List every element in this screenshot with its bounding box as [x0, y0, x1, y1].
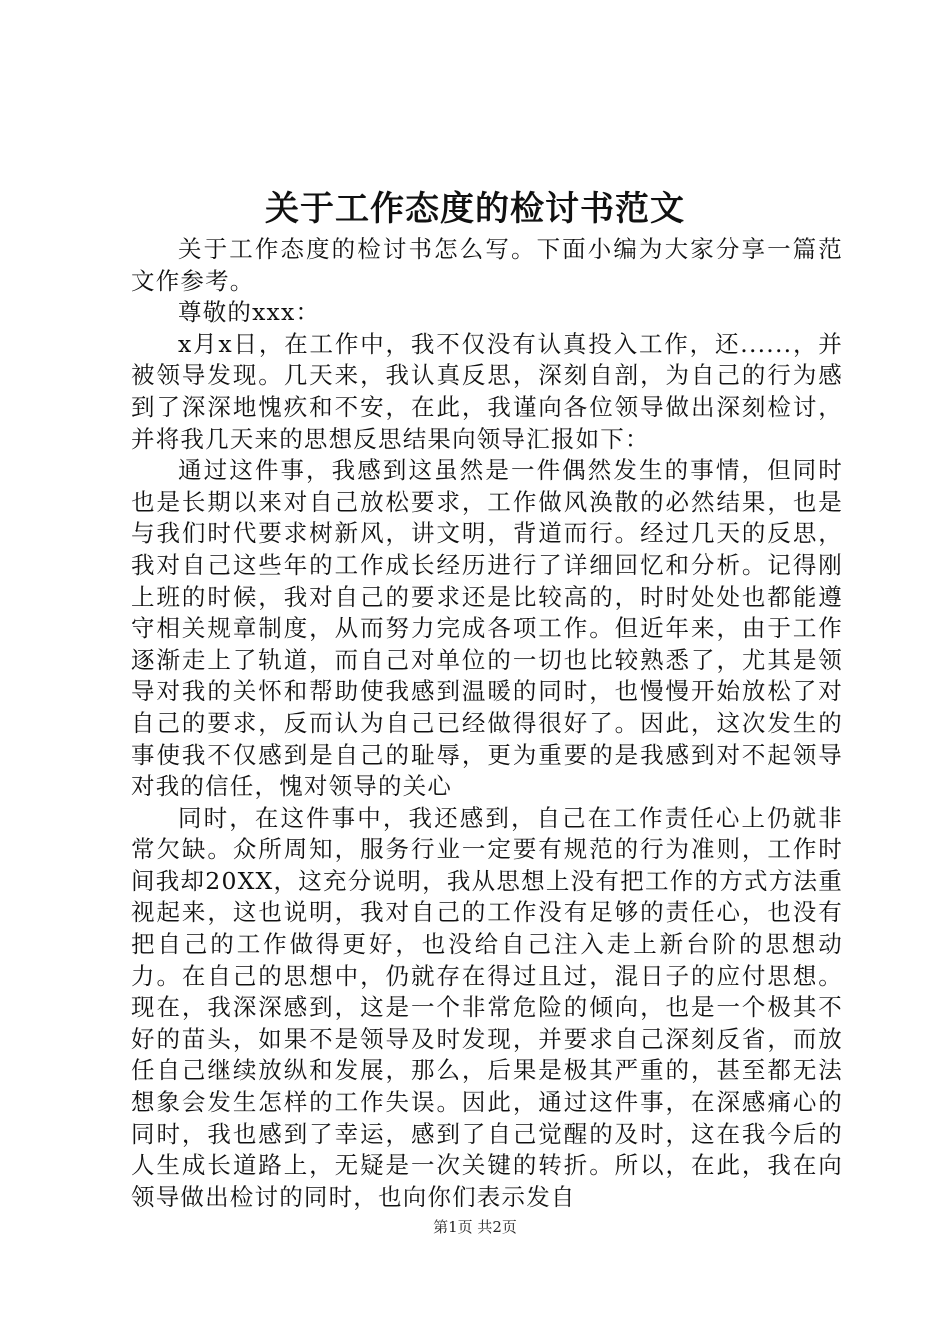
intro-paragraph: 关于工作态度的检讨书怎么写。下面小编为大家分享一篇范文作参考。 [131, 235, 843, 295]
body-paragraph: 同时，在这件事中，我还感到，自己在工作责任心上仍就非常欠缺。众所周知，服务行业一定要有规范的行为准则，工作时间我却20XX，这充分说明，我从思想上没有把工作的方式方法重视起来，这也说明，我对自己的工作没有足够的责任心，也没有把自己的工作做得更好，也没给自己注入走上新台阶的思想动力。在自己的思想中，仍就存在得过且过，混日子的应付思想。现在，我深深感到，这是一个非常危险的倾向，也是一个极其不好的苗头，如果不是领导及时发现，并要求自己深刻反省，而放任自己继续放纵和发展，那么，后果是极其严重的，甚至都无法想象会发生怎样的工作失误。因此，通过这件事，在深感痛心的同时，我也感到了幸运，感到了自己觉醒的及时，这在我今后的人生成长道路上，无疑是一次关键的转折。所以，在此，我在向领导做出检讨的同时，也向你们表示发自 [131, 803, 843, 1211]
page-footer: 第1页 共2页 [433, 1218, 517, 1236]
body-paragraph: x月x日，在工作中，我不仅没有认真投入工作，还......，并被领导发现。几天来，我认真反思，深刻自剖，为自己的行为感到了深深地愧疚和不安，在此，我谨向各位领导做出深刻检讨，并将我几天来的思想反思结果向领导汇报如下： [131, 329, 843, 453]
document-body [131, 234, 843, 1213]
salutation: 尊敬的xxx： [178, 298, 321, 327]
body-paragraph: 通过这件事，我感到这虽然是一件偶然发生的事情，但同时也是长期以来对自己放松要求，工作做风涣散的必然结果，也是与我们时代要求树新风，讲文明，背道而行。经过几天的反思，我对自己这些年的工作成长经历进行了详细回忆和分析。记得刚上班的时候，我对自己的要求还是比较高的，时时处处也都能遵守相关规章制度，从而努力完成各项工作。但近年来，由于工作逐渐走上了轨道，而自己对单位的一切也比较熟悉了，尤其是领导对我的关怀和帮助使我感到温暖的同时，也慢慢开始放松了对自己的要求，反而认为自己已经做得很好了。因此，这次发生的事使我不仅感到是自己的耻辱，更为重要的是我感到对不起领导对我的信任，愧对领导的关心 [131, 456, 843, 801]
document-title: 关于工作态度的检讨书范文 [265, 189, 685, 229]
